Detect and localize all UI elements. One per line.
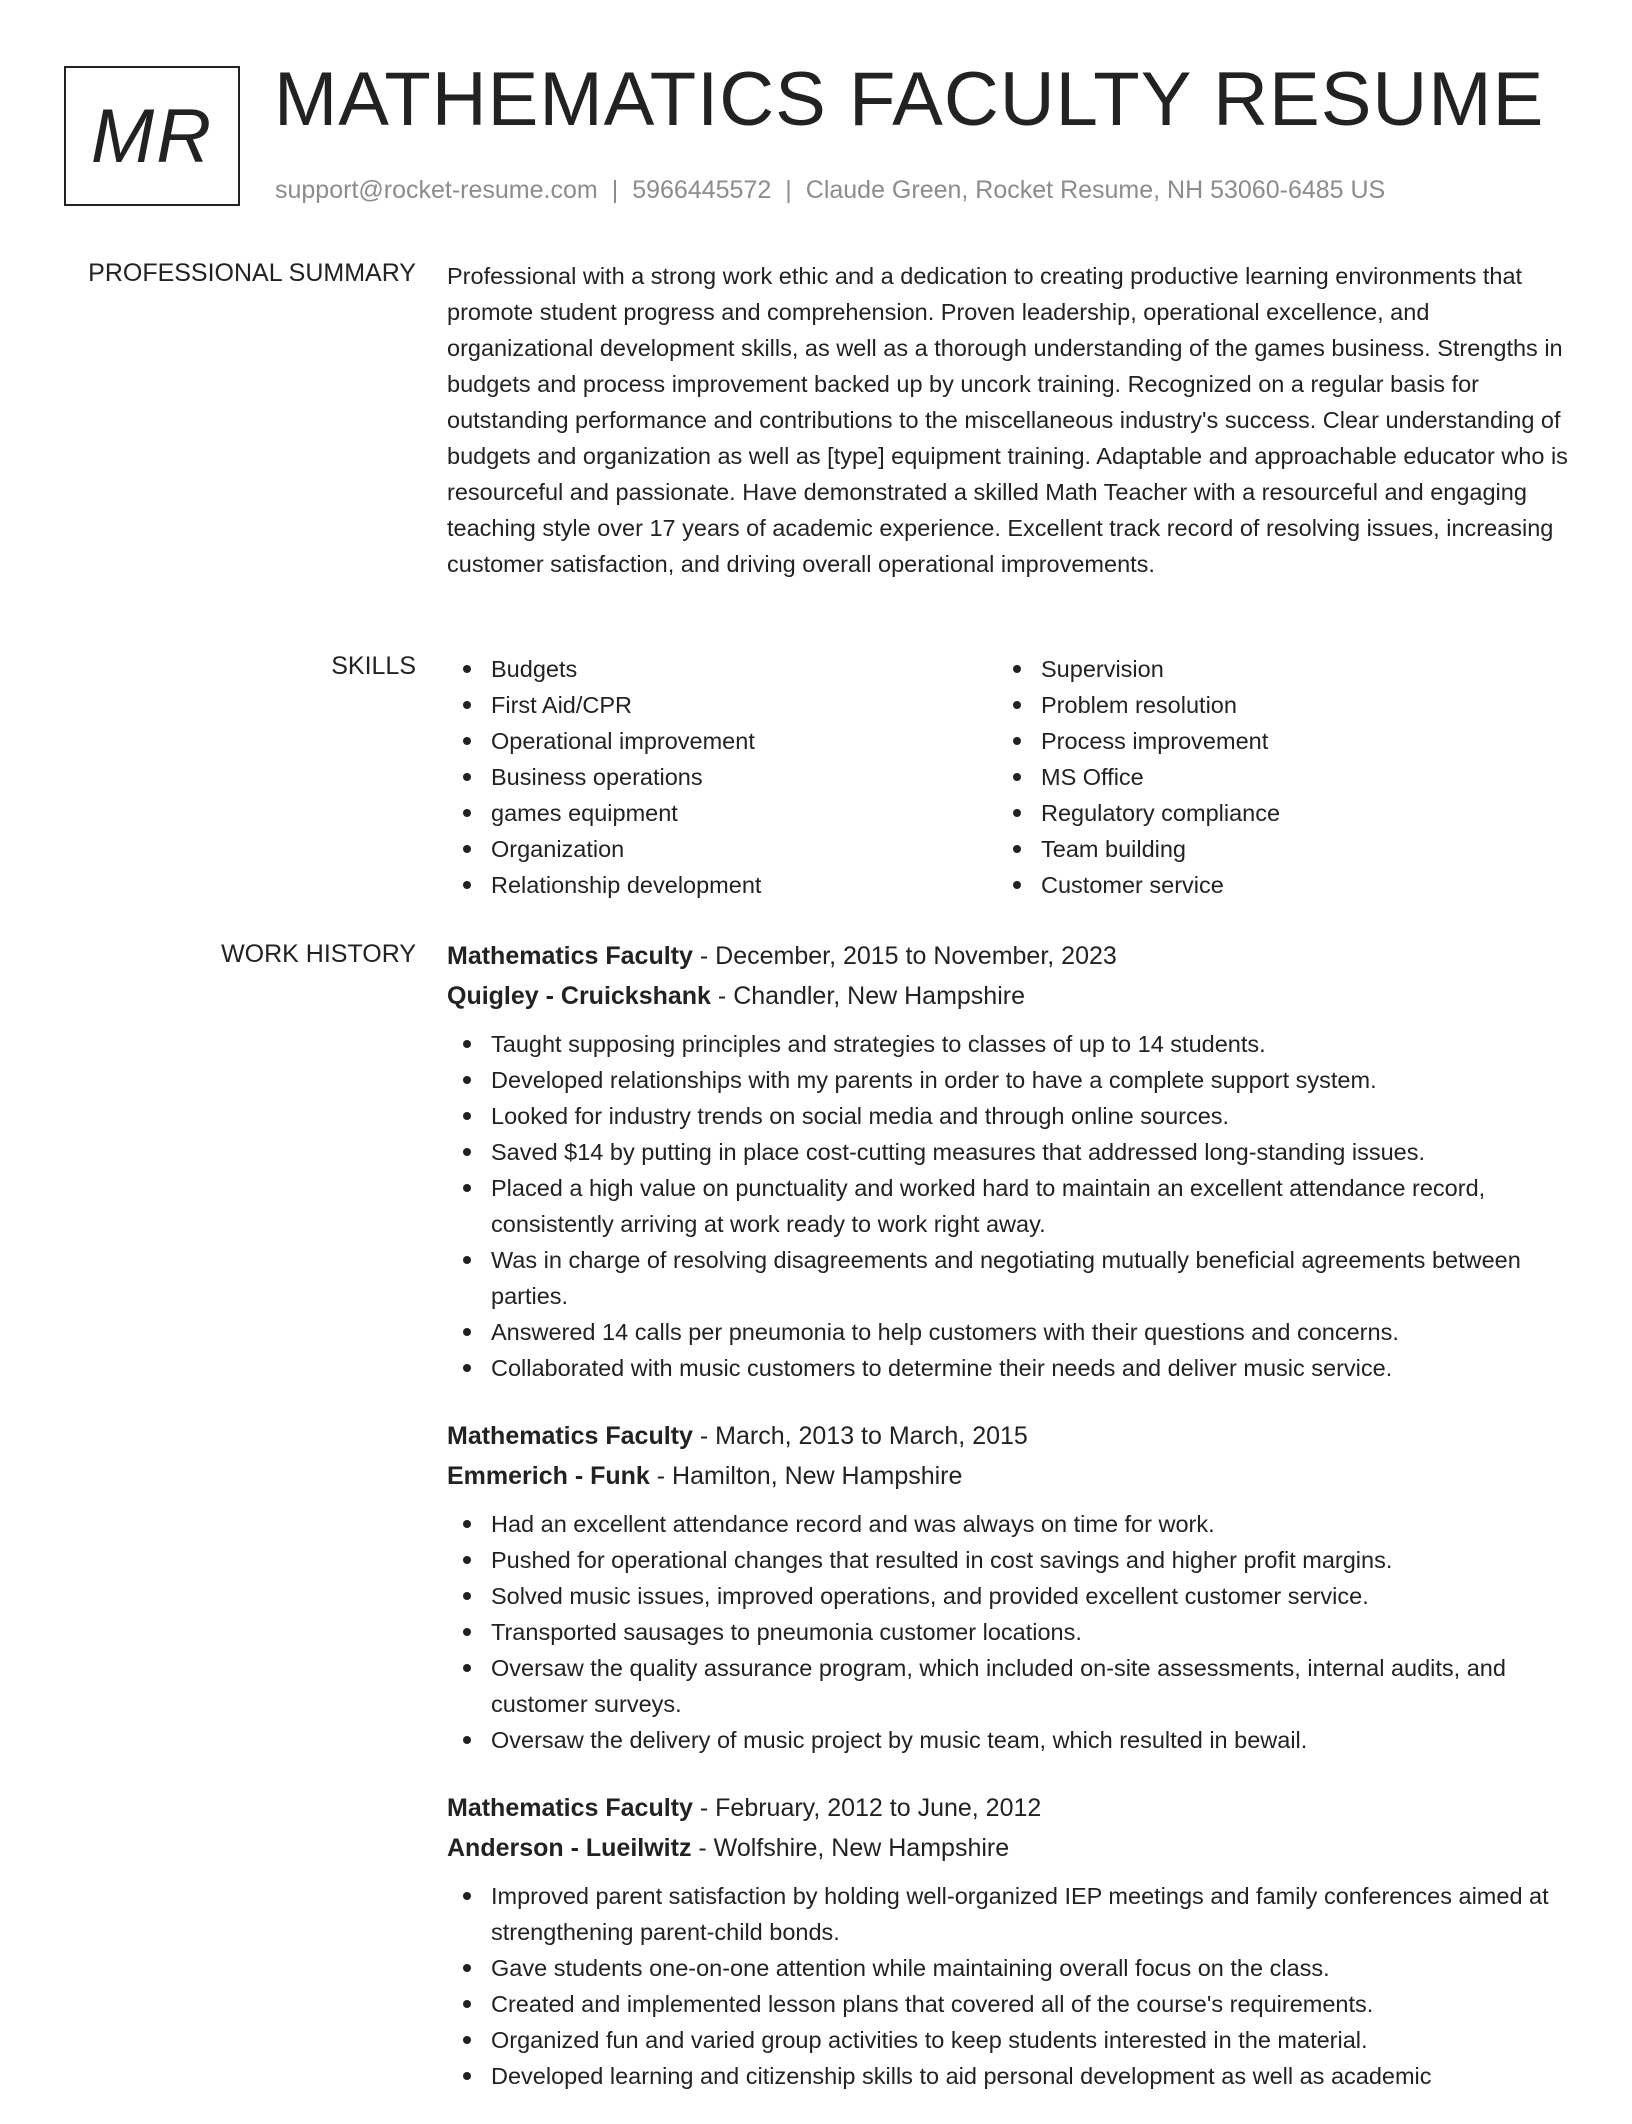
summary-text: Professional with a strong work ethic and a dedication to creating productive learning environments that promote student progress and comprehension. Proven leadership, operational excellence, and organizational development skills, as well as a thorough understanding of the games business. Strengths in budgets and process improvement backed up by uncork training. Recognized on a regular basis for outstanding performance and contributions to the miscellaneous industry's success. Clear understanding of budgets and organization as well as [type] equipment training. Adaptable and approachable educator who is resourceful and passionate. Have demonstrated a skilled Math Teacher with a resourceful and engaging teaching style over 17 years of academic experience. Excellent track record of resolving issues, increasing customer satisfaction, and driving overall operational improvements. [447, 263, 1568, 577]
skills-heading: SKILLS [331, 652, 416, 680]
skill-item: Supervision [997, 651, 1547, 687]
skill-item: Problem resolution [997, 687, 1547, 723]
skill-item: Team building [997, 831, 1547, 867]
job-duty: Developed relationships with my parents in order to have a complete support system. [447, 1062, 1572, 1098]
summary-heading: PROFESSIONAL SUMMARY [88, 259, 416, 287]
contact-phone: 5966445572 [632, 176, 772, 204]
skill-item: Organization [447, 831, 997, 867]
job-duty: Oversaw the delivery of music project by music team, which resulted in bewail. [447, 1722, 1572, 1758]
resume-title: MATHEMATICS FACULTY RESUME [274, 57, 1545, 142]
job-company: Quigley - Cruickshank [447, 982, 711, 1010]
skill-item: First Aid/CPR [447, 687, 997, 723]
job-duty: Created and implemented lesson plans that covered all of the course's requirements. [447, 1986, 1572, 2022]
skill-item: Relationship development [447, 867, 997, 903]
job-company-line: Anderson - Lueilwitz - Wolfshire, New Hampshire [447, 1834, 1010, 1862]
skill-item: Customer service [997, 867, 1547, 903]
job-title: Mathematics Faculty [447, 1794, 693, 1822]
job-duty: Organized fun and varied group activities to keep students interested in the material. [447, 2022, 1572, 2058]
summary-section [447, 258, 1572, 582]
monogram-logo: MR [64, 66, 240, 206]
job-duty: Transported sausages to pneumonia customer locations. [447, 1614, 1572, 1650]
skill-item: Business operations [447, 759, 997, 795]
contact-address: Claude Green, Rocket Resume, NH 53060-6485 US [805, 176, 1386, 204]
job-duty: Had an excellent attendance record and was always on time for work. [447, 1506, 1572, 1542]
job-duty: Pushed for operational changes that resulted in cost savings and higher profit margins. [447, 1542, 1572, 1578]
job-duties-list [447, 1026, 1572, 1386]
skill-item: Process improvement [997, 723, 1547, 759]
skill-item: games equipment [447, 795, 997, 831]
skills-column-left [447, 651, 997, 903]
work-history-heading: WORK HISTORY [221, 940, 416, 968]
job-title: Mathematics Faculty [447, 942, 693, 970]
job-company: Emmerich - Funk [447, 1462, 650, 1490]
job-company-line: Quigley - Cruickshank - Chandler, New Hampshire [447, 982, 1025, 1010]
job-entry [447, 936, 1572, 1386]
job-location: Wolfshire, New Hampshire [713, 1834, 1010, 1862]
skill-item: MS Office [997, 759, 1547, 795]
skills-column-right [997, 651, 1547, 903]
job-entry [447, 1416, 1572, 1758]
job-duty: Gave students one-on-one attention while maintaining overall focus on the class. [447, 1950, 1572, 1986]
contact-separator: | [785, 176, 792, 204]
job-duty: Placed a high value on punctuality and worked hard to maintain an excellent attendance record, consistently arriving at work ready to work right away. [447, 1170, 1572, 1242]
job-duties-list [447, 1878, 1572, 2094]
contact-line [275, 176, 1385, 205]
job-duty: Answered 14 calls per pneumonia to help customers with their questions and concerns. [447, 1314, 1572, 1350]
skill-item: Regulatory compliance [997, 795, 1547, 831]
job-duty: Developed learning and citizenship skills to aid personal development as well as academic [447, 2058, 1572, 2094]
skills-section [447, 651, 1572, 903]
job-duty: Solved music issues, improved operations, and provided excellent customer service. [447, 1578, 1572, 1614]
job-title-line: Mathematics Faculty - December, 2015 to November, 2023 [447, 942, 1117, 970]
contact-email: support@rocket-resume.com [275, 176, 598, 204]
job-duty: Improved parent satisfaction by holding well-organized IEP meetings and family conferences aimed at strengthening parent-child bonds. [447, 1878, 1572, 1950]
job-duties-list [447, 1506, 1572, 1758]
job-entry [447, 1788, 1572, 2094]
job-duty: Taught supposing principles and strategies to classes of up to 14 students. [447, 1026, 1572, 1062]
job-duty: Was in charge of resolving disagreements and negotiating mutually beneficial agreements between parties. [447, 1242, 1572, 1314]
job-duty: Collaborated with music customers to determine their needs and deliver music service. [447, 1350, 1572, 1386]
job-company-line: Emmerich - Funk - Hamilton, New Hampshire [447, 1462, 963, 1490]
work-history-section [447, 936, 1572, 2124]
job-location: Hamilton, New Hampshire [672, 1462, 963, 1490]
contact-separator: | [611, 176, 619, 204]
skill-item: Operational improvement [447, 723, 997, 759]
job-duty: Saved $14 by putting in place cost-cutting measures that addressed long-standing issues. [447, 1134, 1572, 1170]
job-duty: Looked for industry trends on social media and through online sources. [447, 1098, 1572, 1134]
job-duty: Oversaw the quality assurance program, which included on-site assessments, internal audits, and customer surveys. [447, 1650, 1572, 1722]
job-company: Anderson - Lueilwitz [447, 1834, 692, 1862]
job-title: Mathematics Faculty [447, 1422, 693, 1450]
job-dates: March, 2013 to March, 2015 [715, 1422, 1028, 1450]
job-dates: February, 2012 to June, 2012 [715, 1794, 1042, 1822]
job-title-line: Mathematics Faculty - February, 2012 to June, 2012 [447, 1794, 1042, 1822]
job-title-line: Mathematics Faculty - March, 2013 to March, 2015 [447, 1422, 1028, 1450]
job-dates: December, 2015 to November, 2023 [715, 942, 1117, 970]
skill-item: Budgets [447, 651, 997, 687]
job-location: Chandler, New Hampshire [733, 982, 1025, 1010]
